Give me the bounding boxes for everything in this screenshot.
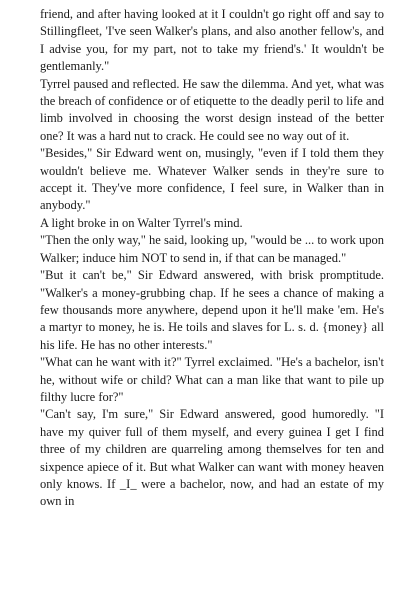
paragraph-2: Tyrrel paused and reflected. He saw the dilemma. And yet, what was the breach of confidence or of etiquette to the deadly peril to life and limb involved in choosing the worst design instead of the better one? It was a hard nut to crack. He could see no way out of it. xyxy=(40,76,384,143)
paragraph-1: friend, and after having looked at it I couldn't go right off and say to Stillingfleet, 'I've seen Walker's plans, and also another fellow's, and I advise you, for my part, not to take my friend's.' It wouldn't be gentlemanly." xyxy=(40,7,384,74)
paragraph-3: "Besides," Sir Edward went on, musingly, "even if I told them they wouldn't believe me. Whatever Walker sends in they're sure to accept it. They've more confidence, I feel sure, in Walker than in anybody." xyxy=(40,146,384,213)
page-body-text xyxy=(40,6,384,511)
paragraph-6: "But it can't be," Sir Edward answered, with brisk promptitude. "Walker's a money-grubbing chap. If he sees a chance of making a few thousands more anywhere, depend upon it he'll make 'em. He's a martyr to money, he is. He toils and slaves for L. s. d. {money} all his life. He has no other interests." xyxy=(40,268,384,352)
paragraph-8: "Can't say, I'm sure," Sir Edward answered, good humoredly. "I have my quiver full of them myself, and every guinea I get I find three of my children are quarreling among themselves for ten and sixpence apiece of it. But what Walker can want with money heaven only knows. If _I_ were a bachelor, now, and had an estate of my own in xyxy=(40,407,384,509)
paragraph-4: A light broke in on Walter Tyrrel's mind. xyxy=(40,215,243,230)
paragraph-7: "What can he want with it?" Tyrrel exclaimed. "He's a bachelor, isn't he, without wife or child? What can a man like that want to pile up filthy lucre for?" xyxy=(40,355,384,404)
paragraph-5: "Then the only way," he said, looking up, "would be ... to work upon Walker; induce him NOT to send in, if that can be managed." xyxy=(40,233,384,265)
